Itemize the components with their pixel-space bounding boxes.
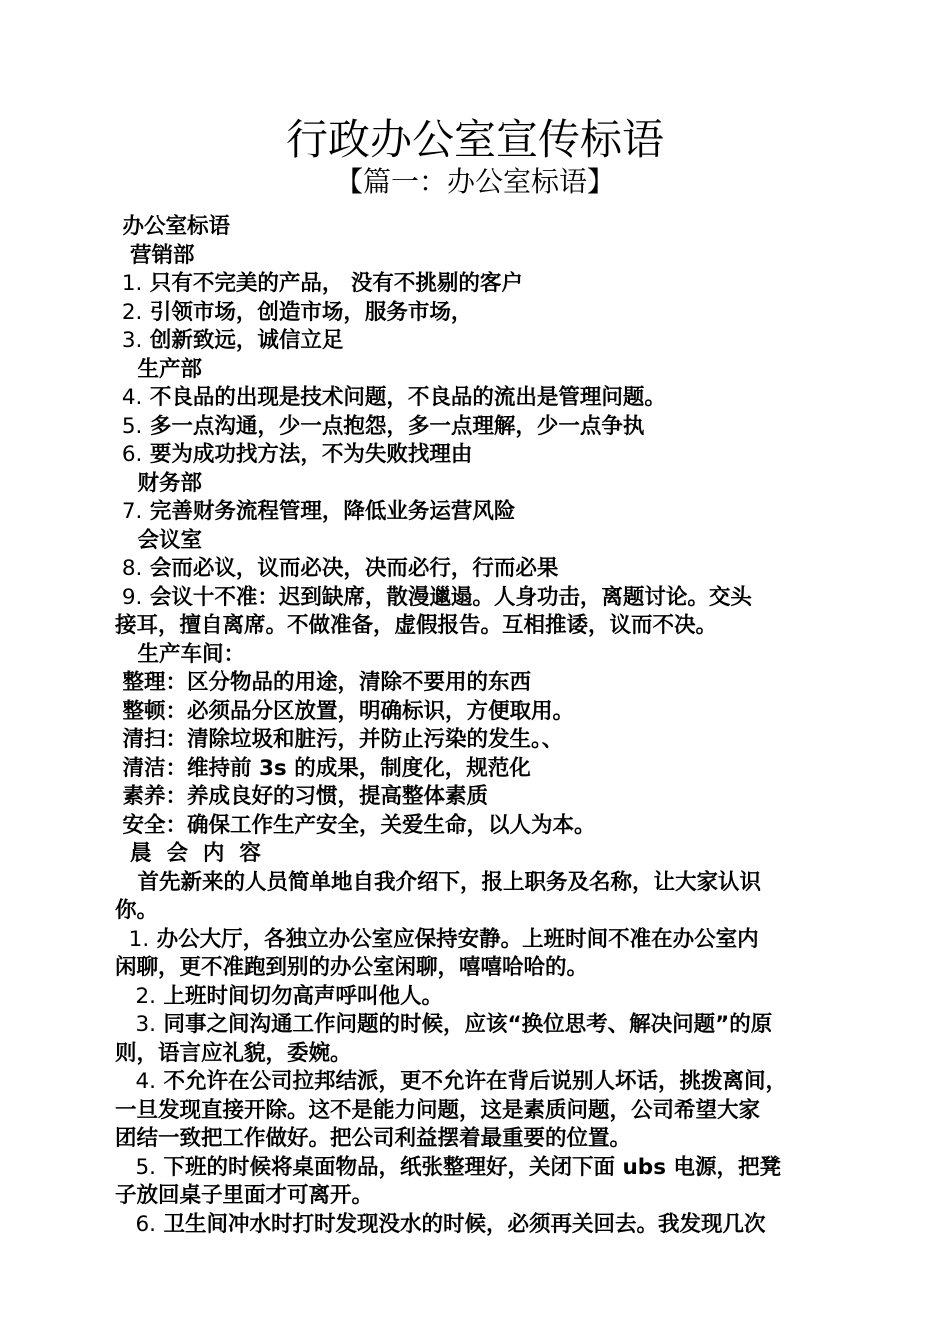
text-line [115,1068,835,1097]
line-text: 生产车间： [115,641,245,667]
line-text: 清扫：清除垃圾和脏污，并防止污染的发生。、 [115,727,564,752]
item-number: 4. [115,385,143,410]
line-text: 生产部 [115,356,202,382]
text-line [115,384,835,413]
item-number: 5. [115,1154,157,1180]
line-text: 晨 会 内 容 [115,841,261,866]
text-line [115,356,835,385]
text-line [115,270,835,299]
text-line [115,1125,835,1154]
line-text: 闲聊，更不准跑到别的办公室闲聊，嘻嘻哈哈的。 [115,955,589,980]
line-text: 不良品的出现是技术问题，不良品的流出是管理问题。 [142,385,666,410]
text-line [115,783,835,812]
item-number: 2. [115,983,157,1009]
text-line [115,527,835,556]
line-text: 会议室 [115,527,202,553]
item-number: 5. [115,413,143,439]
line-text: 卫生间冲水时打时发现没水的时候，必须再关回去。我发现几次 [156,1211,766,1237]
item-number: 9. [115,584,143,610]
text-line [115,840,835,869]
item-number: 6. [115,1211,157,1237]
line-text: 一旦发现直接开除。这不是能力问题，这是素质问题，公司希望大家 [115,1097,761,1123]
text-line [115,897,835,926]
text-line [115,327,835,356]
line-text: 上班时间切勿高声呼叫他人。 [156,983,444,1009]
line-text: 办公室标语 [115,214,230,239]
text-line [115,1154,835,1183]
line-text: 清洁：维持前 3s 的成果，制度化，规范化 [115,755,531,781]
item-number: 1. [115,271,143,296]
line-text: 下班的时候将桌面物品，纸张整理好，关闭下面 ubs 电源，把凳 [156,1154,781,1180]
line-text: 完善财务流程管理，降低业务运营风险 [142,499,516,524]
text-line [115,470,835,499]
text-line [115,612,835,641]
text-line [115,584,835,613]
text-line [115,1097,835,1126]
line-text: 团结一致把工作做好。把公司利益摆着最重要的位置。 [115,1126,632,1151]
line-text: 要为成功找方法，不为失败找理由 [142,442,473,467]
line-text: 同事之间沟通工作问题的时候，应该“换位思考、解决问题”的原 [156,1012,773,1037]
line-text: 会议十不准：迟到缺席，散漫邋遢。人身功击，离题讨论。交头 [142,584,752,610]
text-line [115,413,835,442]
line-text: 安全：确保工作生产安全，关爱生命，以人为本。 [115,812,596,838]
line-text: 接耳，擅自离席。不做准备，虚假报告。互相推诿，议而不决。 [115,613,718,638]
text-line [115,1040,835,1069]
text-line [115,869,835,898]
line-text: 不允许在公司拉邦结派，更不允许在背后说别人坏话，挑拨离间， [156,1069,788,1094]
document-subtitle: 【篇一：办公室标语】 [334,165,615,198]
text-line [115,641,835,670]
line-text: 办公大厅，各独立办公室应保持安静。上班时间不准在办公室内 [149,926,759,952]
text-line [115,213,835,242]
document-body [115,213,835,1239]
line-text: 只有不完美的产品， 没有不挑剔的客户 [142,271,523,296]
text-line [115,1211,835,1240]
item-number: 3. [115,328,143,353]
text-line [115,812,835,841]
line-text: 会而必议，议而必决，决而必行，行而必果 [142,556,559,581]
line-text: 创新致远，诚信立足 [142,328,344,353]
text-line [115,755,835,784]
text-line [115,299,835,328]
item-number: 8. [115,556,143,581]
item-number: 6. [115,442,143,467]
line-text: 引领市场，创造市场，服务市场， [142,299,473,325]
line-text: 素养：养成良好的习惯，提高整体素质 [115,784,488,809]
text-line [115,669,835,698]
text-line [115,242,835,271]
text-line [115,726,835,755]
item-number: 2. [115,299,143,325]
item-number: 1. [115,926,150,952]
line-text: 首先新来的人员简单地自我介绍下，报上职务及名称，让大家认识 [115,869,761,895]
text-line [115,954,835,983]
line-text: 你。 [115,898,159,923]
line-text: 子放回桌子里面才可离开。 [115,1183,374,1208]
document-title: 行政办公室宣传标语 [285,115,664,164]
text-line [115,1182,835,1211]
item-number: 4. [115,1069,157,1094]
text-line [115,926,835,955]
text-line [115,555,835,584]
line-text: 整顿：必须品分区放置，明确标识，方便取用。 [115,698,574,724]
text-line [115,441,835,470]
item-number: 3. [115,1012,157,1037]
line-text: 财务部 [115,470,202,496]
line-text: 多一点沟通，少一点抱怨，多一点理解，少一点争执 [142,413,645,439]
item-number: 7. [115,499,143,524]
line-text: 营销部 [115,242,195,268]
line-text: 整理：区分物品的用途，清除不要用的东西 [115,670,531,695]
text-line [115,983,835,1012]
text-line [115,1011,835,1040]
text-line [115,498,835,527]
text-line [115,698,835,727]
line-text: 则，语言应礼貌，委婉。 [115,1040,352,1066]
